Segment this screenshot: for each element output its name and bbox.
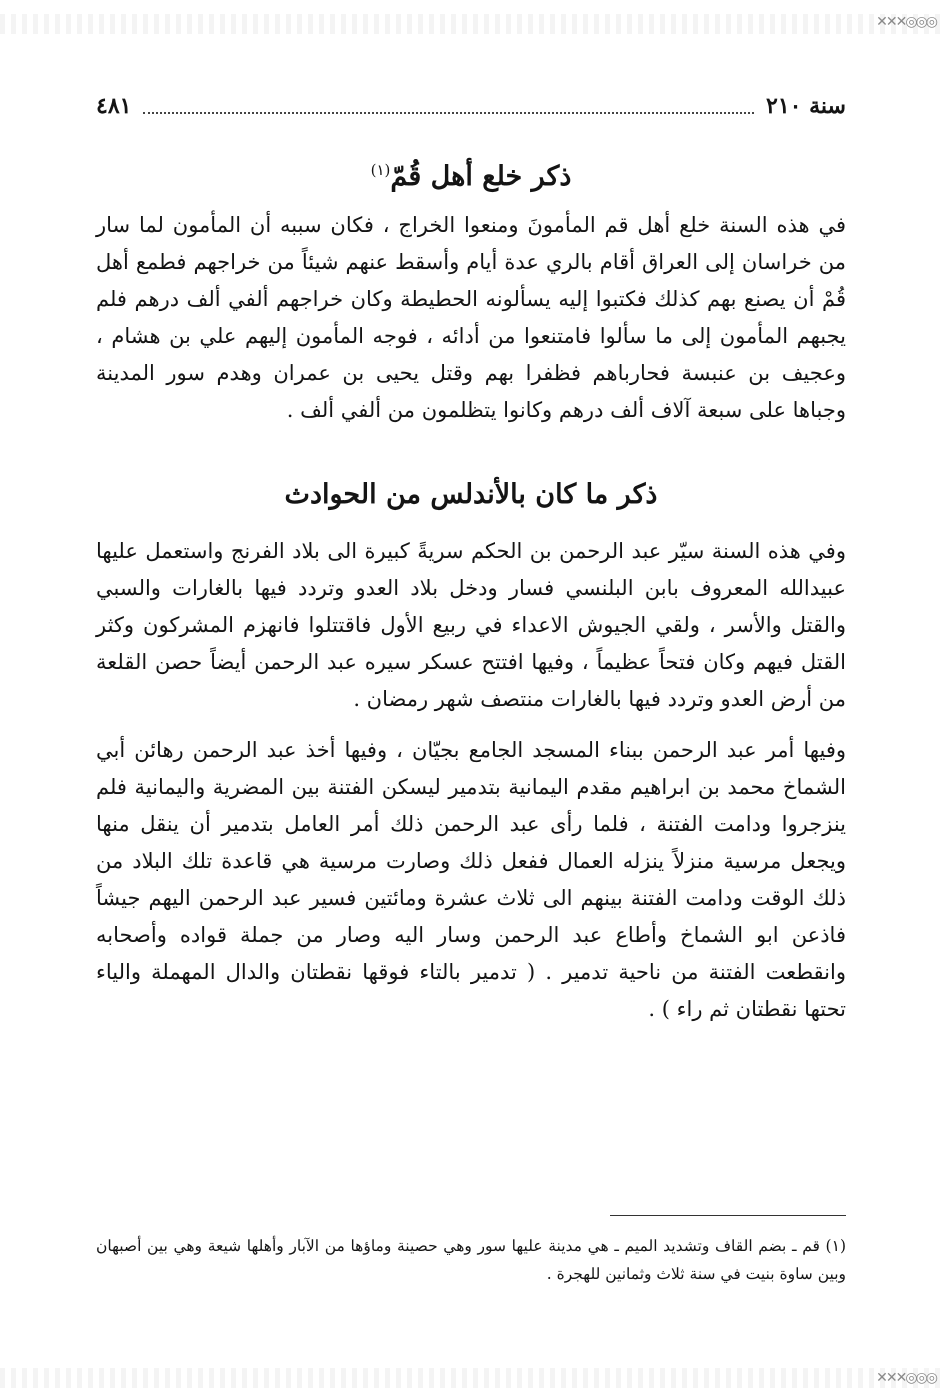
section-heading: [96, 140, 846, 207]
page-number: ٤٨١: [96, 93, 132, 119]
top-scan-border: [0, 14, 944, 34]
section-heading-text: ذكر ما كان بالأندلس من الحوادث: [284, 479, 658, 510]
bottom-scan-border: [0, 1368, 944, 1388]
section-heading-text: ذكر خلع أهل قُمّ: [390, 161, 572, 192]
section-heading: [96, 465, 846, 525]
running-header: [96, 86, 846, 126]
footnote-marker[interactable]: (١): [370, 161, 391, 179]
running-title: سنة ٢١٠: [766, 93, 846, 119]
dotted-leader: [143, 112, 754, 114]
footnote-divider: [610, 1215, 846, 1216]
footnote: (١) قم ـ بضم القاف وتشديد الميم ـ هي مدينة عليها سور وهي حصينة وماؤها من الآبار وأهلها شيعة وهي بين أصبهان وبين ساوة بنيت في سنة ثلاث وثمانين للهجرة .: [96, 1237, 846, 1283]
scroll-ornament-icon: ✕✕✕◎◎◎: [876, 1370, 936, 1386]
paragraph: وفي هذه السنة سيّر عبد الرحمن بن الحكم سريةً كبيرة الى بلاد الفرنج واستعمل عليها عبيدالله المعروف بابن البلنسي فسار ودخل بلاد العدو وتردد فيها بالغارات والسبي والقتل والأسر ، ولقي الجيوش الاعداء في ربيع الأول فاقتتلوا فانهزم المشركون وكثر القتل فيهم وكان فتحاً عظيماً ، وفيها افتتح عسكر سيره عبد الرحمن أيضاً حصن القلعة من أرض العدو وتردد فيها بالغارات منتصف شهر رمضان .: [96, 539, 846, 711]
paragraph: وفيها أمر عبد الرحمن ببناء المسجد الجامع بجيّان ، وفيها أخذ عبد الرحمن رهائن أبي الشماخ محمد بن ابراهيم مقدم اليمانية بتدمير ليسكن الفتنة بين المضرية واليمانية فلم ينزجروا ودامت الفتنة ، فلما رأى عبد الرحمن ذلك أمر العامل بتدمير أن ينقل منها ويجعل مرسية منزلاً ينزله العمال ففعل ذلك وصارت مرسية هي قاعدة تلك البلاد من ذلك الوقت ودامت الفتنة بينهم الى ثلاث عشرة ومائتين فسير عبد الرحمن اليهم جيشاً فاذعن ابو الشماخ وأطاع عبد الرحمن وسار اليه وصار من جملة قواده وأصحابه وانقطعت الفتنة من ناحية تدمير . ( تدمير بالتاء فوقها نقطتان والدال المهملة والياء تحتها نقطتان ثم راء ) .: [96, 738, 846, 1021]
scroll-ornament-icon: ✕✕✕◎◎◎: [876, 14, 936, 30]
paragraph: في هذه السنة خلع أهل قم المأمونَ ومنعوا الخراج ، فكان سببه أن المأمون لما سار من خراسان إلى العراق أقام بالري عدة أيام وأسقط عنهم شيئاً من خراجهم فطمع أهل قُمْ أن يصنع بهم كذلك فكتبوا إليه يسألونه الحطيطة وكان خراجهم ألفي ألف درهم فلم يجبهم المأمون إلى ما سألوا فامتنعوا من أدائه ، فوجه المأمون إليهم علي بن هشام ، وعجيف بن عنبسة فحارباهم فظفرا بهم وقتل يحيى بن عمران وهدم سور المدينة وجباها على سبعة آلاف ألف درهم وكانوا يتظلمون من ألفي ألف .: [96, 213, 846, 422]
page-body: [96, 140, 846, 1028]
